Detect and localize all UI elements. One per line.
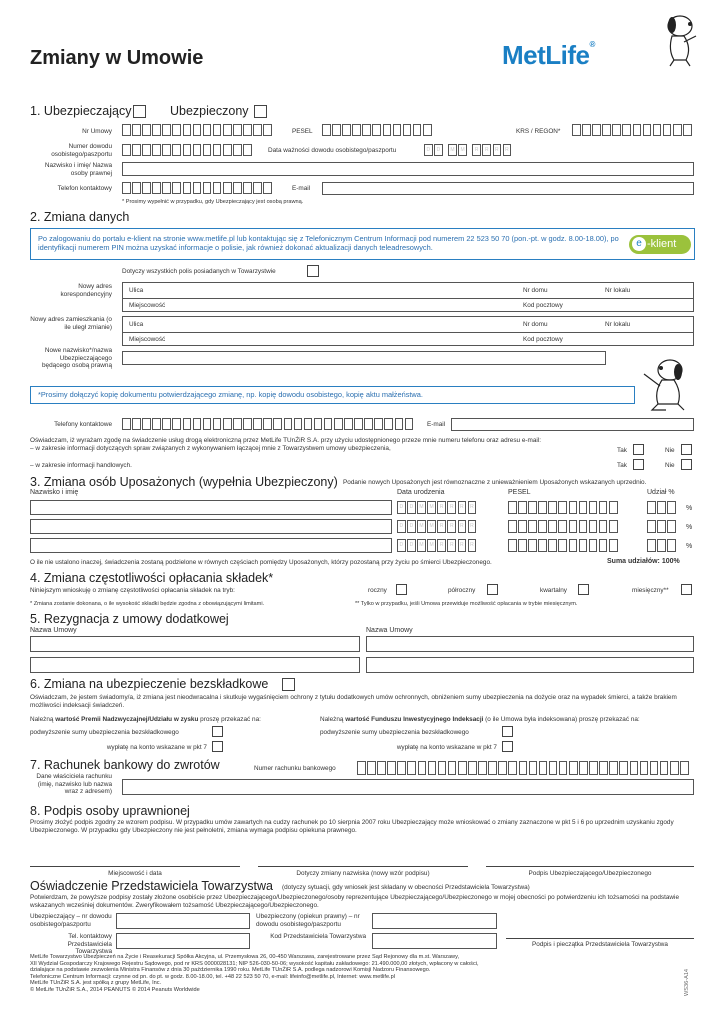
nie2-checkbox[interactable] [681,459,692,470]
osw-sig-line[interactable] [506,938,694,939]
col-pesel-header: PESEL [508,489,531,496]
footer-line-2: XII Wydział Gospodarczy Krajowego Rejestru Sądowego, pod nr KRS 0000028131; NIP 526-030-50-06; wysokość kapitału zakładowego: 21.490.000,00 złotych, wpłacony w całości, [30,960,479,967]
email-input[interactable] [322,182,694,195]
left-post: proszę przekazać na: [198,716,261,723]
wyplata-right-label: wypłatę na konto wskazane w pkt 7 [396,744,497,751]
nowe-nazwisko-label: Nowe nazwisko*/nazwa Ubezpieczającego będącego osobą prawną [42,347,112,370]
nr-dowodu-label: Numer dowodu osobistego/paszportu [51,143,112,158]
sig1-line[interactable] [30,866,240,867]
wyplata-left-checkbox[interactable] [212,741,223,752]
beneficiary-date-input-3[interactable] [397,539,478,552]
date-mask-r: R [472,144,481,156]
umowa-input-2[interactable] [366,636,694,652]
pesel-label: PESEL [292,128,313,135]
s7-title: 7. Rachunek bankowy do zwrotów [30,758,220,772]
ubezpieczony-checkbox[interactable] [254,105,267,118]
s5-col2: Nazwa Umowy [366,627,413,634]
nazwisko-label: Nazwisko i imię/ Nazwa osoby prawnej [44,162,112,177]
col-date-header: Data urodzenia [397,489,445,496]
s6-right-text [320,716,640,724]
right-post: (o ile Umowa była indeksowana) proszę przekazać na: [483,716,640,723]
nie1-label: Nie [665,447,675,454]
pct-sign: % [686,524,693,531]
email2-label: E-mail [427,421,446,428]
date-mask-r: R [468,501,477,514]
right-pre: Należną [320,716,346,723]
bezskladkowe-checkbox[interactable] [282,678,295,691]
date-mask-r: R [503,144,512,156]
polroczny-label: półroczny [448,587,476,594]
s6-left-text [30,716,261,724]
wyplata-left-label: wypłatę na konto wskazane w pkt 7 [106,744,207,751]
podwyzszenie-left-label: podwyższenie sumy ubezpieczenia bezskładkowego [30,729,179,736]
nowe-nazwisko-input[interactable] [122,351,606,365]
dane-wlasciciela-label: Dane właściciela rachunku (imię, nazwisko lub nazwa wraz z adresem) [36,773,112,796]
date-mask-m: M [458,144,467,156]
footer-line-3: działające na podstawie zezwolenia Ministra Finansów z dnia 30 października 1990 roku. MetLife TUnŻiR S.A. podlega nadzorowi Komisji Nadzoru Finansowego. [30,967,431,974]
telefon-label: Telefon kontaktowy [57,185,112,192]
osw-input-1[interactable] [116,913,250,929]
date-mask-d: D [397,501,406,514]
date-mask-r: R [468,539,477,552]
nr-dowodu-input[interactable] [122,144,253,156]
email2-input[interactable] [451,418,694,431]
nr-rachunku-label: Numer rachunku bankowego [254,765,336,772]
roczny-label: roczny [368,587,387,594]
beneficiary-share-input-3[interactable] [647,539,677,552]
osw-l4: Kod Przedstawiciela Towarzystwa [270,933,366,940]
data-waznosci-label: Data ważności dowodu osobistego/paszportu [268,147,397,154]
s4-title: 4. Zmiana częstotliwości opłacania składek* [30,571,274,585]
s6-title: 6. Zmiana na ubezpieczenie bezskładkowe [30,677,269,691]
snoopy-icon [650,12,706,68]
col-name-header: Nazwisko i imię [30,489,79,496]
right-bold: wartość Funduszu Inwestycyjnego Indeksacji [345,716,484,723]
beneficiary-share-input-1[interactable] [647,501,677,514]
nie1-checkbox[interactable] [681,444,692,455]
brand-mark: ® [589,40,595,49]
date-mask-r: R [493,144,502,156]
nr-lokalu-label: Nr lokalu [605,287,631,294]
sig3-label: Podpis Ubezpieczającego/Ubezpieczonego [528,870,652,877]
date-mask-r: R [447,501,456,514]
dotyczy-checkbox[interactable] [307,265,319,277]
s8-text: Prosimy złożyć podpis zgodny ze wzorem podpisu. W przypadku umów zawartych na cudzy rachunek po 10 sierpnia 2007 roku Ubezpieczający może wnioskować o zmiany zaznaczone w pkt 5 i 6 po uprzednim uzyskaniu zgody Ubezpieczonego. W przypadku gdy Ubezpieczony nie jest pełnoletni, zmiana wymaga podpisu opiekuna prawnego. [30,819,674,834]
kwartalny-label: kwartalny [540,587,567,594]
osw-input-4[interactable] [372,933,497,949]
s4-note1: * Zmiana zostanie dokonana, o ile wysokość składki będzie zgodna z obowiązującymi limitami. [30,601,265,607]
s3-subtitle: Podanie nowych Uposażonych jest równoznaczne z unieważnieniem Uposażonych wskazanych uprzednio. [343,479,647,486]
date-mask-r: R [458,539,467,552]
s8-title: 8. Podpis osoby uprawnionej [30,804,190,818]
nr-umowy-input[interactable] [122,124,273,136]
kwartalny-checkbox[interactable] [578,584,589,595]
date-mask-m: M [427,539,436,552]
nazwisko-input[interactable] [122,162,694,176]
osw-input-3[interactable] [116,933,250,949]
s3-title: 3. Zmiana osób Uposażonych (wypełnia Ubezpieczony) [30,475,338,489]
s1-title-ubezpieczajacy: Ubezpieczający [43,104,132,118]
podwyzszenie-left-checkbox[interactable] [212,726,223,737]
date-mask-r: R [468,520,477,533]
date-mask-r: R [458,501,467,514]
tak2-label: Tak [617,462,627,469]
krs-input[interactable] [572,124,693,136]
nr-lokalu-label: Nr lokalu [605,321,631,328]
nowy-adres-kor-label: Nowy adres korespondencyjny [60,283,112,298]
tak1-checkbox[interactable] [633,444,644,455]
osw-l3: Tel. kontaktowy Przedstawiciela Towarzystwa [67,933,112,956]
metlife-logo [502,40,595,71]
nr-domu-label: Nr domu [523,321,548,328]
footer-line-6: © MetLife TUnŻiR S.A., 2014 PEANUTS © 2014 Peanuts Worldwide [30,986,200,993]
s4-text: Niniejszym wnioskuję o zmianę częstotliwości opłacania składek na tryb: [30,587,235,594]
osw-text: Potwierdzam, że powyższe podpisy zostały złożone osobiście przez Ubezpieczającego/Ubezpieczonego/osoby reprezentujące Ubezpieczającego/Ubezpieczonego w mojej obecności po potwierdzeniu ich tożsamości na podstawie wskazanych wcześniej dokumentów. Zweryfikowałem tożsamość Ubezpieczającego/Ubezpieczonego. [30,894,680,909]
date-mask-r: R [447,520,456,533]
kod-label: Kod pocztowy [523,302,563,309]
page-title: Zmiany w Umowie [30,47,204,69]
date-mask-d: D [434,144,443,156]
beneficiary-date-input-2[interactable] [397,520,478,533]
eklient-e-icon: e [632,237,646,251]
nr-domu-label: Nr domu [523,287,548,294]
s2-note-text: *Prosimy dołączyć kopię dokumentu potwierdzającego zmianę, np. kopię dowodu osobistego, kopię aktu małżeństwa. [38,390,423,399]
telefon-input[interactable] [122,182,273,194]
telefony-label: Telefony kontaktowe [54,421,112,428]
nie2-label: Nie [665,462,675,469]
col-udzial-header: Udział % [647,489,675,496]
sig1-label: Miejscowość i data [108,870,162,877]
s1-note: * Prosimy wypełnić w przypadku, gdy Ubezpieczający jest osobą prawną. [122,199,304,205]
s1-num: 1. [30,104,41,118]
adres-kor-box[interactable] [122,282,694,312]
tak1-label: Tak [617,447,627,454]
nr-umowy-label: Nr Umowy [82,128,112,135]
footer [30,954,690,994]
roczny-checkbox[interactable] [396,584,407,595]
osw-title: Oświadczenie Przedstawiciela Towarzystwa [30,879,273,893]
left-pre: Należną [30,716,56,723]
s2-info-box [30,228,695,260]
form-code: WS36-A14 [684,968,690,996]
suma-udzialow: Suma udziałów: 100% [607,558,680,565]
email-label: E-mail [292,185,311,192]
dotyczy-label: Dotyczy wszystkich polis posiadanych w Towarzystwie [122,268,276,275]
zakres1-text: – w zakresie informacji dotyczących spraw związanych z wykonywaniem łączącej mnie z Towarzystwem umowy ubezpieczenia, [30,445,391,452]
telefony-input[interactable] [122,418,415,430]
date-mask-m: M [417,501,426,514]
zakres2-text: – w zakresie informacji handlowych. [30,462,132,469]
s5-col1: Nazwa Umowy [30,627,77,634]
krs-label: KRS / REGON* [516,128,561,135]
date-mask-d: D [424,144,433,156]
miejscowosc-label: Miejscowość [129,336,166,343]
date-mask-r: R [437,539,446,552]
nr-rachunku-input[interactable] [357,761,690,775]
date-mask-r: R [437,501,446,514]
ulica-label: Ulica [129,321,144,328]
wyplata-right-checkbox[interactable] [502,741,513,752]
adres-zam-divider [123,332,693,333]
s6-text: Oświadczam, że jestem świadomy/a, iż zmiana jest nieodwracalna i skutkuje wygaśnięciem ochrony z tytułu dodatkowych umów ochronnych, obniżeniem sumy ubezpieczenia na dożycie oraz na wypadek śmierci, a także brakiem możliwości indeksacji świadczeń. [30,694,677,709]
s2-note-box [30,386,635,404]
s3-footer: O ile nie ustalono inaczej, świadczenia zostaną podzielone w równych częściach pomiędzy Uposażonych, którzy pozostaną przy życiu po śmierci Ubezpieczonego. [30,559,492,566]
osw-l2: Ubezpieczony (opiekun prawny) – nr dowodu osobistego/paszportu [256,913,360,928]
date-mask-d: D [407,501,416,514]
miejscowosc-label: Miejscowość [129,302,166,309]
miesieczny-checkbox[interactable] [681,584,692,595]
ubezpieczajacy-checkbox[interactable] [133,105,146,118]
podwyzszenie-right-label: podwyższenie sumy ubezpieczenia bezskładkowego [320,729,469,736]
s4-note2: ** Tylko w przypadku, jeśli Umowa przewiduje możliwość opłacania w trybie miesięcznym. [355,601,578,607]
osw-input-2[interactable] [372,913,497,929]
s5-title: 5. Rezygnacja z umowy dodatkowej [30,612,229,626]
oswiadczam-text: Oświadczam, iż wyrażam zgodę na świadczenie usług drogą elektroniczną przez MetLife TUnŻiR S.A. przy użyciu udostępnionego przeze mnie numeru telefonu oraz adresu e-mail: [30,437,542,444]
miesieczny-label: miesięczny** [632,587,669,594]
date-mask-d: D [397,539,406,552]
podwyzszenie-right-checkbox[interactable] [502,726,513,737]
snoopy-conductor-icon [636,356,694,414]
s1-title-ubezpieczony: Ubezpieczony [170,104,249,118]
date-mask-m: M [448,144,457,156]
osw-l5: Podpis i pieczątka Przedstawiciela Towarzystwa [532,941,668,948]
date-mask-d: D [407,539,416,552]
date-mask-r: R [458,520,467,533]
date-mask-d: D [407,520,416,533]
beneficiary-name-input-1[interactable] [30,500,392,515]
adres-kor-divider [123,298,693,299]
date-mask-m: M [417,539,426,552]
pct-sign: % [686,543,693,550]
s2-title: 2. Zmiana danych [30,210,130,224]
date-mask-d: D [397,520,406,533]
date-mask-m: M [427,501,436,514]
dane-wlasciciela-input[interactable] [122,779,694,795]
tak2-checkbox[interactable] [633,459,644,470]
umowa-input-1[interactable] [30,636,360,652]
umowa-input-4[interactable] [366,657,694,673]
pct-sign: % [686,505,693,512]
osw-l1: Ubezpieczający – nr dowodu osobistego/paszportu [30,913,112,928]
footer-line-5: MetLife TUnŻiR S.A. jest spółką z grupy MetLife, Inc. [30,980,162,987]
sig2-label: Dotyczy zmiany nazwiska (nowy wzór podpisu) [296,870,430,877]
s1-title [30,104,131,118]
date-mask-r: R [437,520,446,533]
left-bold: wartość Premii Nadzwyczajnej/Udziału w zysku [55,716,199,723]
adres-zam-box[interactable] [122,316,694,346]
footer-line-1: MetLife Towarzystwo Ubezpieczeń na Życie i Reasekuracji Spółka Akcyjna, ul. Przemysłowa 26, 00-450 Warszawa, zarejestrowane przez Sąd Rejonowy dla m.st. Warszawy, [30,954,460,960]
beneficiary-share-input-2[interactable] [647,520,677,533]
kod-label: Kod pocztowy [523,336,563,343]
brand-name: MetLife [502,40,590,70]
s2-info-text: Po zalogowaniu do portalu e-klient na stronie www.metlife.pl lub kontaktując się z Telefonicznym Centrum Informacji pod numerem 22 523 50 70 (pon.-pt. w godz. 8.00-18.00), po identyfikacji numerem PIN można uzyskać informacje o polisie, jak również dokonać aktualizacji danych teleadresowych. [38,234,619,252]
eklient-text: -klient [647,238,677,250]
eklient-logo [629,235,691,254]
beneficiary-name-input-2[interactable] [30,519,392,534]
date-mask-r: R [482,144,491,156]
beneficiary-pesel-input-2[interactable] [508,520,619,533]
polroczny-checkbox[interactable] [487,584,498,595]
date-mask-m: M [417,520,426,533]
nowy-adres-zam-label: Nowy adres zamieszkania (o ile uległ zmianie) [30,316,112,331]
beneficiary-pesel-input-3[interactable] [508,539,619,552]
sig2-line[interactable] [258,866,468,867]
beneficiary-name-input-3[interactable] [30,538,392,553]
umowa-input-3[interactable] [30,657,360,673]
sig3-line[interactable] [486,866,694,867]
date-mask-r: R [447,539,456,552]
ulica-label: Ulica [129,287,144,294]
footer-line-4: Telefoniczne Centrum Informacji: czynne od pn. do pt. w godz. 8.00-18.00, tel. +48 22 523 50 70, e-mail: lifeinfo@metlife.pl, Internet: www.metlife.pl [30,973,395,980]
beneficiary-pesel-input-1[interactable] [508,501,619,514]
beneficiary-date-input-1[interactable] [397,501,478,514]
date-mask-m: M [427,520,436,533]
osw-subtitle: (dotyczy sytuacji, gdy wniosek jest składany w obecności Przedstawiciela Towarzystwa) [282,884,530,891]
data-waznosci-input[interactable] [424,144,513,156]
pesel-input[interactable] [322,124,433,136]
